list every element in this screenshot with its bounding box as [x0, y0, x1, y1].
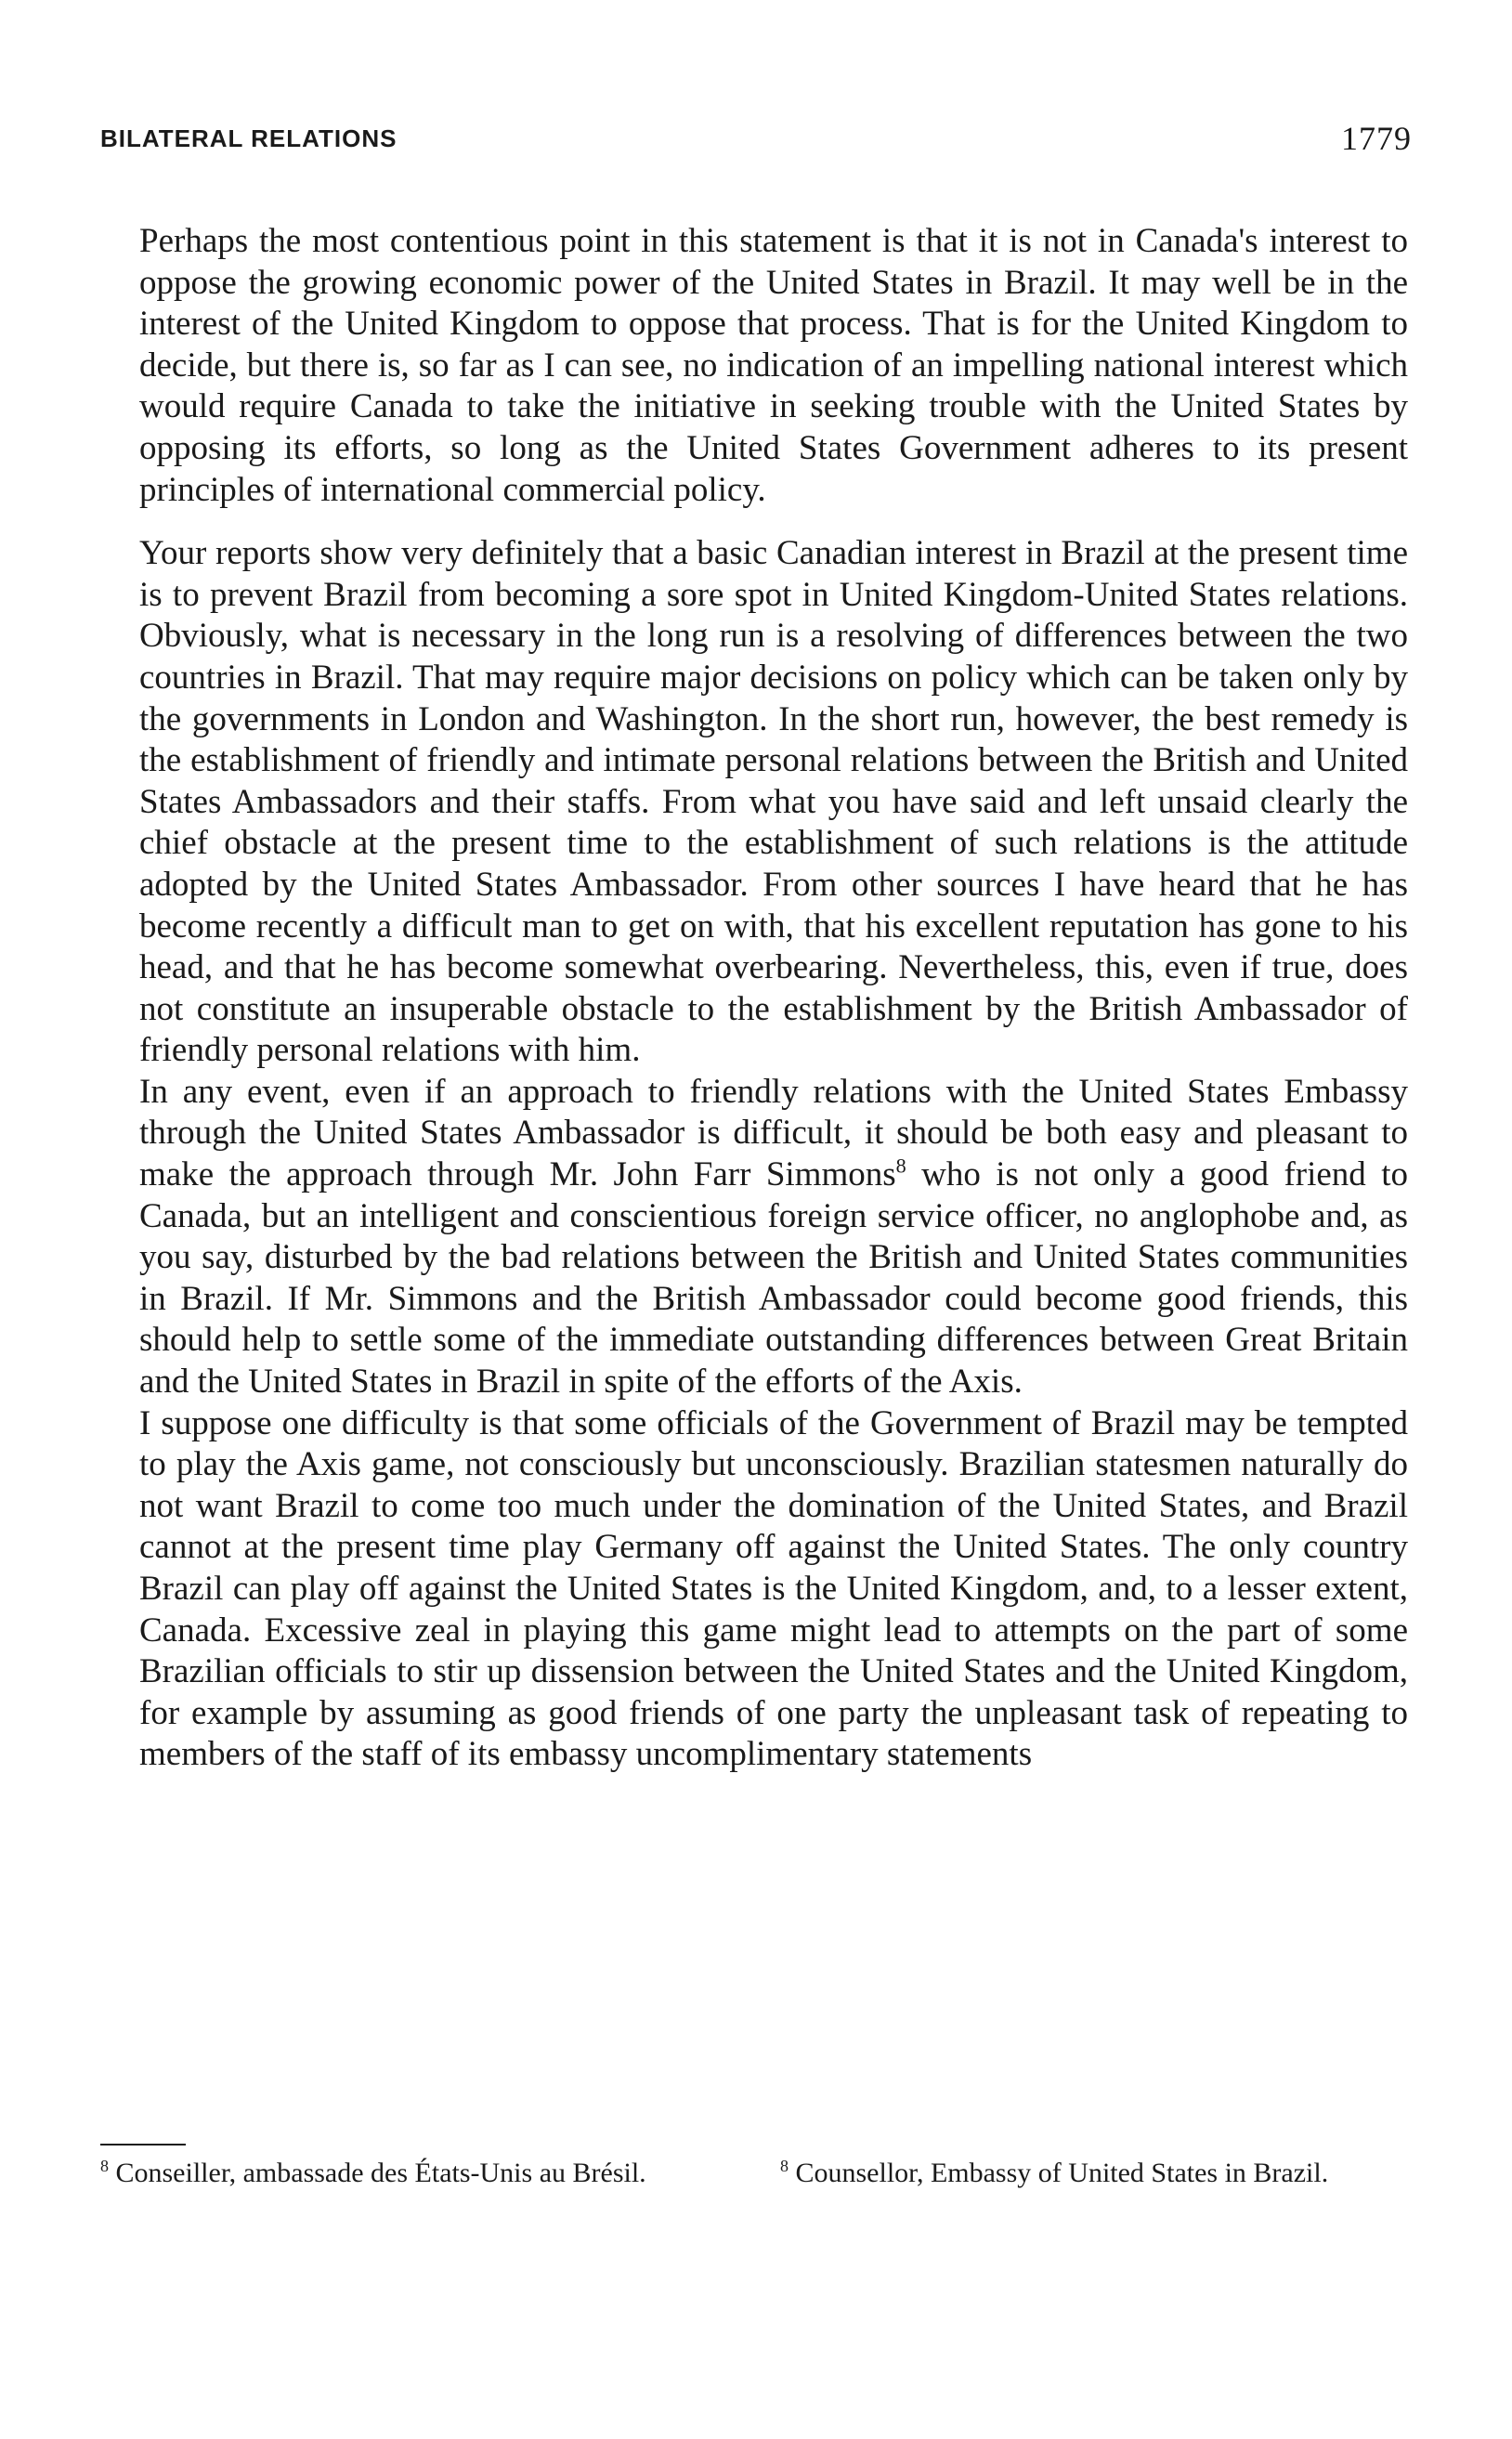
footnote-marker: 8 — [100, 2157, 109, 2175]
footnote-marker: 8 — [780, 2157, 789, 2175]
paragraph: Your reports show very definitely that a basic Canadian interest in Brazil at the present time is to prevent Brazil from becoming a sore spot in United Kingdom-United States relations. Obviously, what is necessary in the long run is a resolving of differences between the two countries in Brazil. That may require major decisions on policy which can be taken only by the governments in London and Washington. In the short run, however, the best remedy is the establishment of friendly and intimate personal relations between the British and United States Ambassadors and their staffs. From what you have said and left unsaid clearly the chief obstacle at the present time to the establishment of such relations is the attitude adopted by the United States Ambassador. From other sources I have heard that he has become recently a difficult man to get on with, that his excellent reputation has gone to his head, and that he has become somewhat overbearing. Nevertheless, this, even if true, does not constitute an insuperable obstacle to the establishment by the British Ambassador of friendly personal relations with him. — [139, 534, 1408, 1070]
footnote-french — [100, 2153, 732, 2194]
footnote-text: Counsellor, Embassy of United States in Brazil. — [795, 2158, 1329, 2188]
running-head — [100, 119, 1412, 163]
body-text — [139, 221, 1408, 1776]
paragraph-part: who is not only a good friend to Canada, but an intelligent and conscientious foreign service officer, no anglophobe and, as you say, disturbed by the bad relations between the British and United States communities in Brazil. If Mr. Simmons and the British Ambassador could become good friends, this should help to settle some of the immediate outstanding differences between Great Britain and the United States in Brazil in spite of the efforts of the Axis. — [139, 1155, 1408, 1402]
paragraph-with-footnote-ref — [139, 1072, 1408, 1403]
paragraph: I suppose one difficulty is that some officials of the Government of Brazil may be tempted to play the Axis game, not consciously but unconsciously. Brazilian statesmen naturally do not want Brazil to come too much under the domination of the United States, and Brazil cannot at the present time play Germany off against the United States. The only country Brazil can play off against the United States is the United Kingdom, and, to a lesser extent, Canada. Excessive zeal in playing this game might lead to attempts on the part of some Brazilian officials to stir up dissension between the United States and the United Kingdom, for example by assuming as good friends of one party the unpleasant task of repeating to members of the staff of its embassy uncomplimentary statements — [139, 1403, 1408, 1774]
footnote-text: Conseiller, ambassade des États-Unis au Brésil. — [115, 2158, 646, 2188]
running-title: BILATERAL RELATIONS — [100, 124, 398, 152]
footnotes — [100, 2153, 1412, 2264]
footnote-rule — [100, 2144, 186, 2146]
footnote-ref[interactable]: 8 — [895, 1154, 906, 1178]
footnote-english — [780, 2153, 1412, 2194]
page-number: 1779 — [1341, 120, 1412, 157]
paragraph-part: In any event, even if an approach to friendly relations with the United States Embassy through the United States Ambassador is difficult, it should be both easy and pleasant to make the approach through Mr. John Farr Simmons — [139, 1072, 1408, 1194]
paragraph: Perhaps the most contentious point in this statement is that it is not in Canada's interest to oppose the growing economic power of the United States in Brazil. It may well be in the interest of the United Kingdom to oppose that process. That is for the United Kingdom to decide, but there is, so far as I can see, no indication of an impelling national interest which would require Canada to take the initiative in seeking trouble with the United States by opposing its efforts, so long as the United States Government adheres to its present principles of international commercial policy. — [139, 222, 1408, 509]
